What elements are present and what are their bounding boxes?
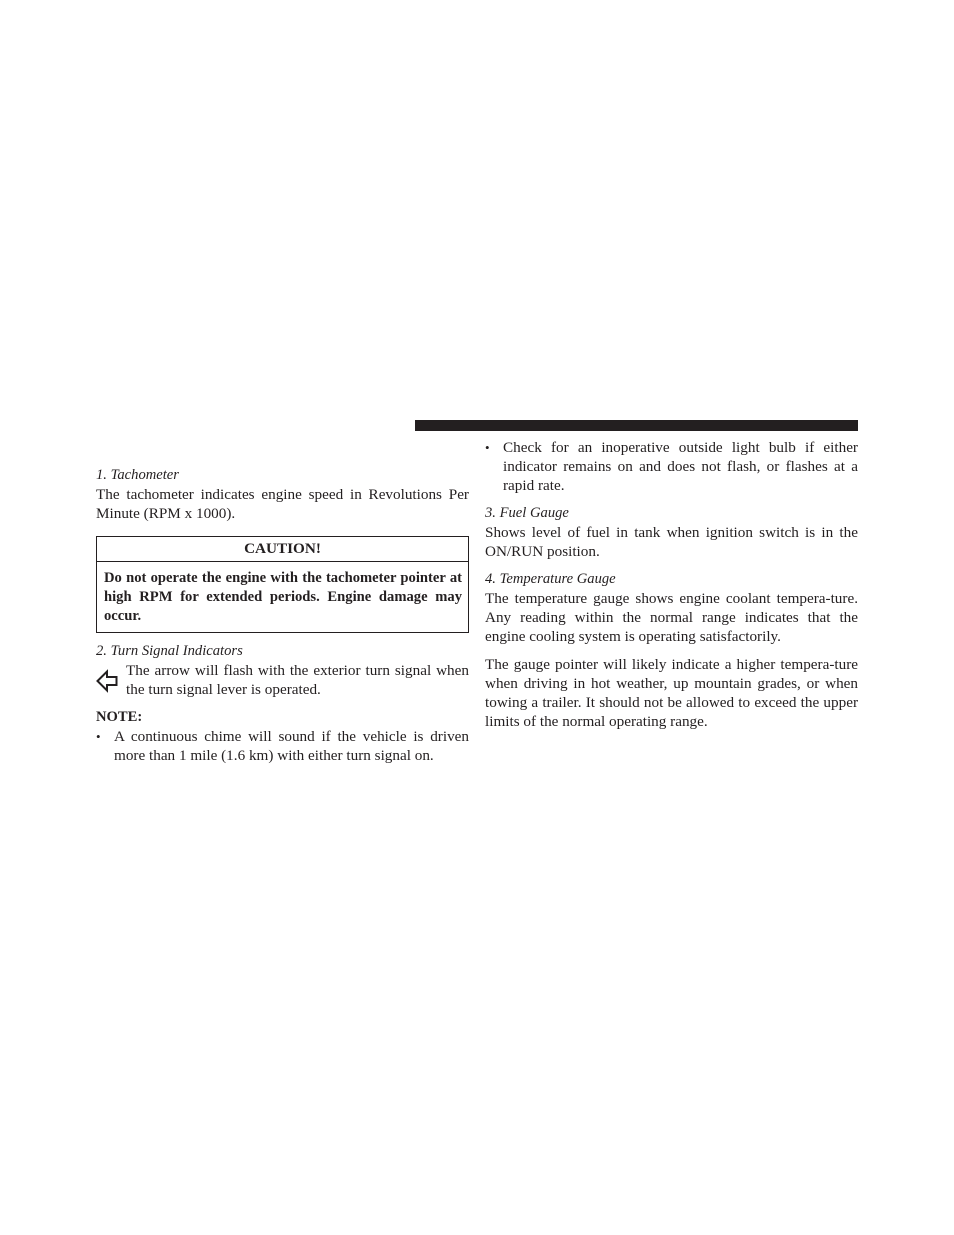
temperature-gauge-heading: 4. Temperature Gauge bbox=[485, 571, 616, 587]
turn-signal-heading: 2. Turn Signal Indicators bbox=[96, 643, 243, 659]
left-column bbox=[96, 466, 469, 765]
right-column bbox=[485, 438, 858, 731]
tachometer-text: The tachometer indicates engine speed in Revolutions Per Minute (RPM x 1000). bbox=[96, 486, 469, 522]
note-bullet-text: A continuous chime will sound if the vehicle is driven more than 1 mile (1.6 km) with either turn signal on. bbox=[114, 728, 469, 764]
caution-title: CAUTION! bbox=[97, 537, 468, 562]
indicator-bullet-text: Check for an inoperative outside light bulb if either indicator remains on and does not flash, or flashes at a rapid rate. bbox=[503, 439, 858, 494]
turn-signal-text: The arrow will flash with the exterior turn signal when the turn signal lever is operated. bbox=[126, 662, 469, 698]
caution-box bbox=[96, 536, 469, 633]
list-item bbox=[485, 438, 858, 495]
fuel-gauge-heading: 3. Fuel Gauge bbox=[485, 505, 569, 521]
note-bullets bbox=[96, 727, 469, 765]
caution-text: Do not operate the engine with the tachometer pointer at high RPM for extended periods. Engine damage may occur. bbox=[104, 570, 462, 624]
temperature-gauge-text-1: The temperature gauge shows engine coolant tempera-ture. Any reading within the normal range indicates that the engine cooling system is operating satisfactorily. bbox=[485, 590, 858, 645]
tachometer-heading: 1. Tachometer bbox=[96, 467, 179, 483]
fuel-gauge-text: Shows level of fuel in tank when ignition switch is in the ON/RUN position. bbox=[485, 524, 858, 560]
bullet-marker: • bbox=[485, 440, 490, 455]
temperature-gauge-text-2: The gauge pointer will likely indicate a higher tempera-ture when driving in hot weather, up mountain grades, or when towing a trailer. It should not be allowed to exceed the upper limits of the normal operating range. bbox=[485, 656, 858, 730]
list-item bbox=[96, 727, 469, 765]
note-label: NOTE: bbox=[96, 709, 143, 725]
section-header-bar bbox=[415, 420, 858, 431]
bullet-marker: • bbox=[96, 729, 101, 744]
turn-signal-row bbox=[96, 661, 469, 699]
indicator-bullets bbox=[485, 438, 858, 495]
turn-signal-arrow-icon bbox=[96, 661, 126, 698]
